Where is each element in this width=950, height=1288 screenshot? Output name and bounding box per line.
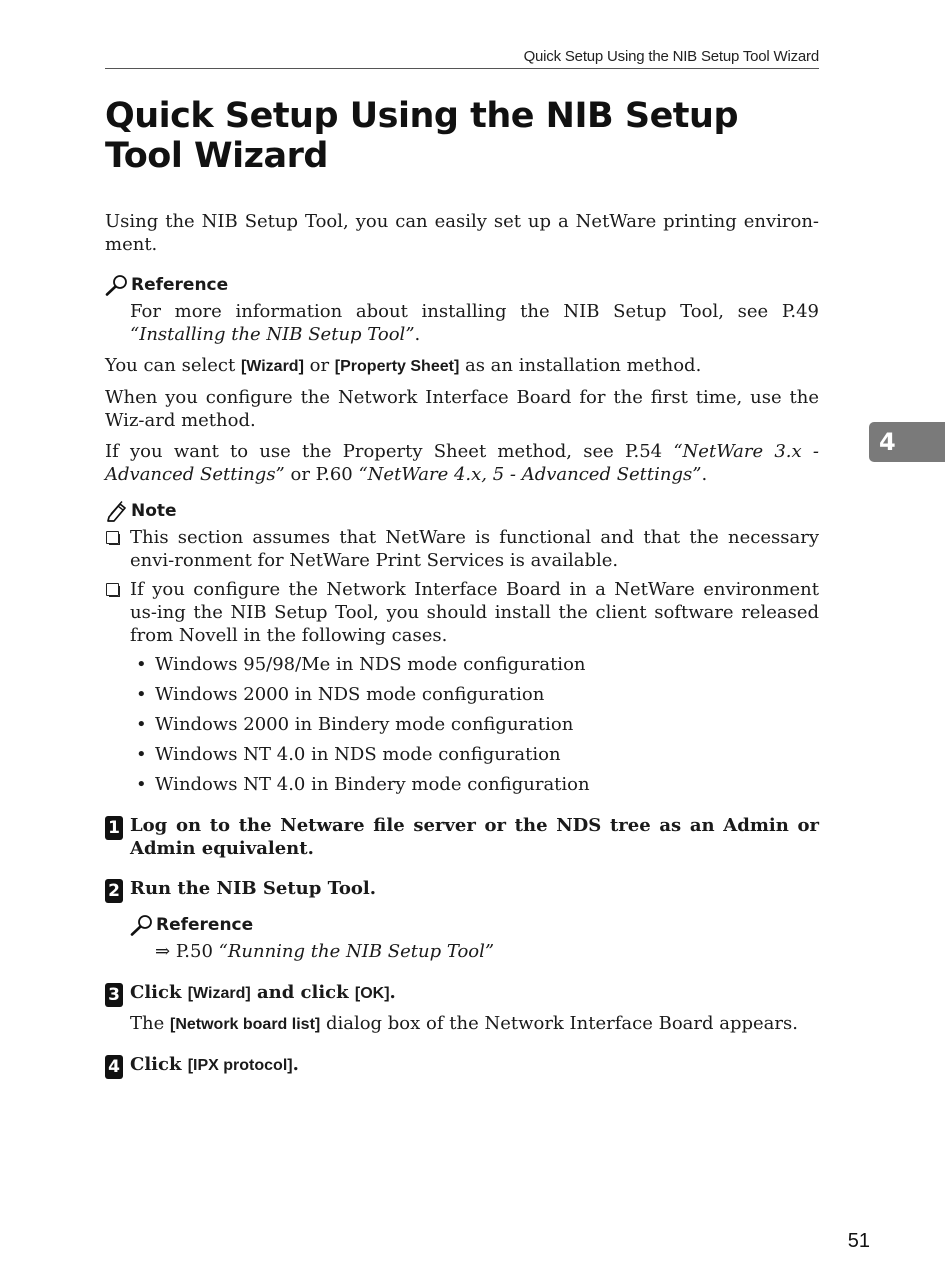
step-number-badge: 4: [105, 1055, 123, 1079]
netware3-link: “NetWare 3.x - Advanced Settings”: [105, 441, 819, 485]
property-sheet-ui-label: [Property Sheet]: [334, 358, 460, 375]
checkbox-icon: [106, 583, 119, 596]
reference-text: ⇒ P.50 “Running the NIB Setup Tool”: [155, 941, 495, 962]
chapter-tab: [869, 422, 945, 462]
reference-text: For more information about installing the NIB Setup Tool, see P.49 “Installing the NIB Setup Tool”.: [130, 301, 819, 345]
magnifier-icon: [105, 274, 129, 296]
note-heading: [105, 500, 819, 522]
magnifier-icon: [130, 914, 154, 936]
wizard-ui-label: [Wizard]: [240, 358, 304, 375]
network-board-list-ui-label: [Network board list]: [169, 1016, 321, 1033]
reference-heading: [105, 274, 819, 296]
reference-heading-label: Reference: [131, 275, 229, 295]
select-method-paragraph: You can select [Wizard] or [Property Sheet] as an installation method.: [105, 355, 702, 376]
list-item: • Windows 95/98/Me in NDS mode configuration: [155, 653, 819, 676]
os-bullet-list: [105, 653, 819, 796]
pencil-icon: [105, 500, 129, 522]
step-number-badge: 1: [105, 816, 123, 840]
list-item: • Windows NT 4.0 in Bindery mode configuration: [155, 773, 819, 796]
step-detail: The [Network board list] dialog box of the Network Interface Board appears.: [130, 1013, 798, 1034]
step-number-badge: 3: [105, 983, 123, 1007]
ok-ui-label: [OK]: [354, 985, 390, 1002]
step-number-badge: 2: [105, 879, 123, 903]
reference-heading: [130, 914, 819, 936]
arrow-icon: ⇒: [155, 941, 171, 962]
reference-link: “Installing the NIB Setup Tool”: [130, 324, 415, 345]
ipx-protocol-ui-label: [IPX protocol]: [187, 1057, 293, 1074]
reference-link: “Running the NIB Setup Tool”: [218, 941, 495, 962]
note-heading-label: Note: [131, 501, 177, 521]
list-item: • Windows 2000 in NDS mode configuration: [155, 683, 819, 706]
list-item: • Windows 2000 in Bindery mode configuration: [155, 713, 819, 736]
step-text: Log on to the Netware file server or the NDS tree as an Admin or Admin equivalent.: [130, 815, 819, 859]
running-header-title: Quick Setup Using the NIB Setup Tool Wizard: [523, 48, 819, 65]
step-2: [105, 877, 819, 963]
note-item: If you configure the Network Interface Board in a NetWare environment us-ing the NIB Setup Tool, you should install the client software released from Novell in the following cases.: [105, 578, 819, 647]
checkbox-icon: [106, 531, 119, 544]
running-header: [105, 48, 819, 69]
note-item: This section assumes that NetWare is functional and that the necessary envi-ronment for NetWare Print Services is available.: [105, 526, 819, 572]
step-1: [105, 814, 819, 860]
list-item: • Windows NT 4.0 in NDS mode configuration: [155, 743, 819, 766]
step-text: Click [IPX protocol].: [130, 1054, 299, 1075]
page-number: 51: [847, 1230, 870, 1252]
wizard-ui-label: [Wizard]: [187, 985, 251, 1002]
chapter-number: 4: [879, 428, 896, 456]
property-method-paragraph: If you want to use the Property Sheet method, see P.54 “NetWare 3.x - Advanced Settings” or P.60 “NetWare 4.x, 5 - Advanced Settings”.: [105, 441, 819, 485]
first-time-paragraph: When you configure the Network Interface Board for the first time, use the Wiz-ard method.: [105, 387, 819, 431]
page-title: Quick Setup Using the NIB Setup Tool Wizard: [105, 96, 739, 176]
step-text: Click [Wizard] and click [OK].: [130, 982, 396, 1003]
step-text: Run the NIB Setup Tool.: [130, 878, 377, 899]
reference-heading-label: Reference: [156, 915, 254, 935]
main-content: [105, 210, 819, 1077]
netware4-link: “NetWare 4.x, 5 - Advanced Settings”: [358, 464, 702, 485]
step-3: [105, 981, 819, 1036]
step-4: [105, 1053, 819, 1077]
intro-paragraph: Using the NIB Setup Tool, you can easily set up a NetWare printing environ-ment.: [105, 211, 819, 255]
